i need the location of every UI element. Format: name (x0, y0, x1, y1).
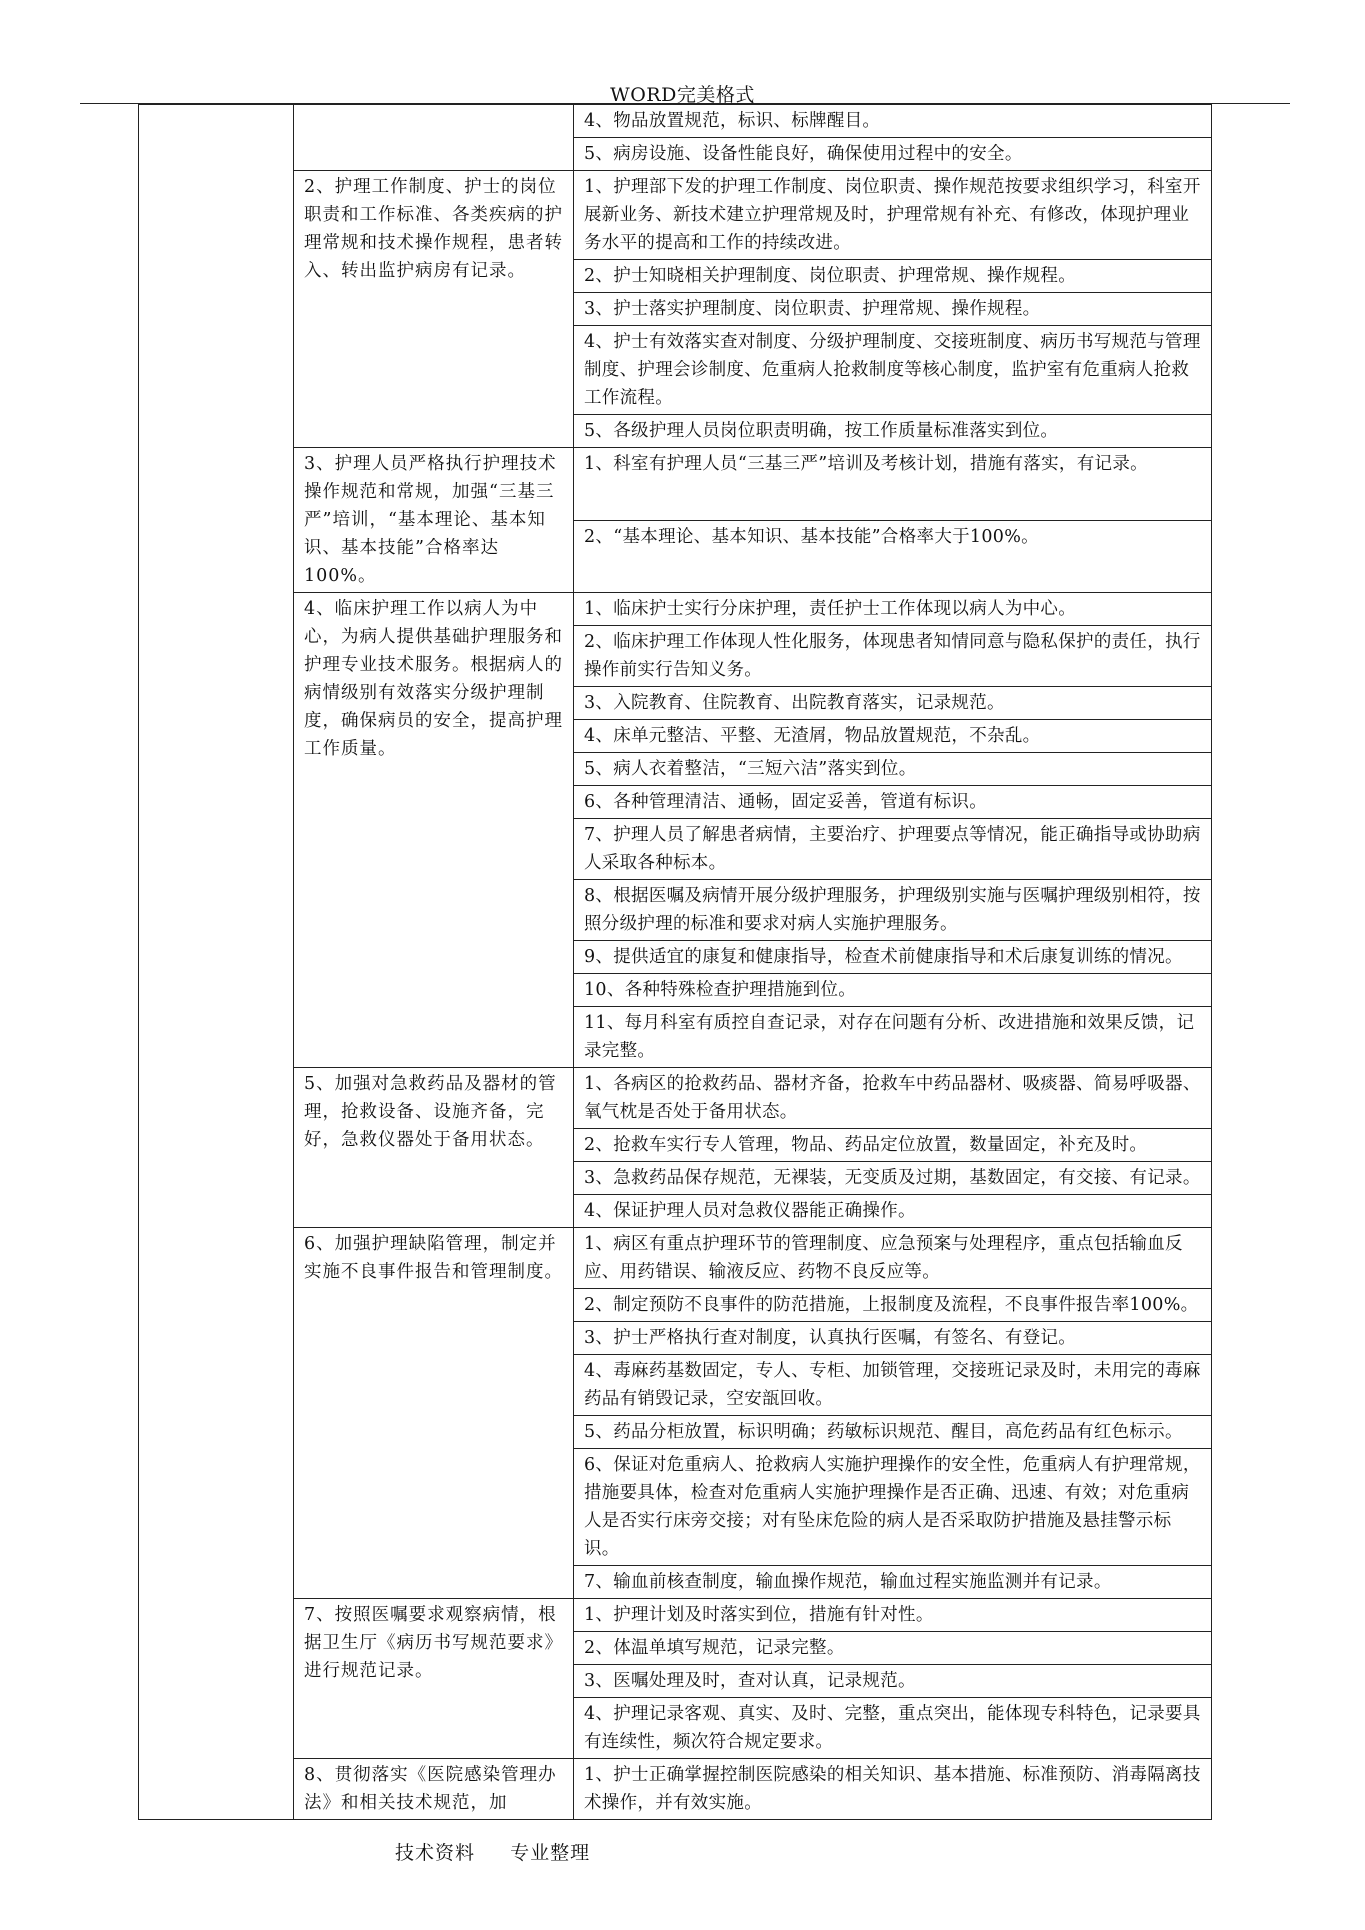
standard-cell: 4、护理记录客观、真实、及时、完整，重点突出，能体现专科特色，记录要具有连续性，频次符合规定要求。 (574, 1698, 1212, 1759)
standard-cell: 1、护理计划及时落实到位，措施有针对性。 (574, 1599, 1212, 1632)
standard-cell: 2、护士知晓相关护理制度、岗位职责、护理常规、操作规程。 (574, 260, 1212, 293)
standard-cell: 5、病房设施、设备性能良好，确保使用过程中的安全。 (574, 138, 1212, 171)
table-row (139, 593, 1212, 626)
category-cell (139, 105, 294, 1820)
standard-cell: 3、入院教育、住院教育、出院教育落实，记录规范。 (574, 687, 1212, 720)
table-row (139, 171, 1212, 260)
standard-cell: 3、护士落实护理制度、岗位职责、护理常规、操作规程。 (574, 293, 1212, 326)
requirement-cell: 7、按照医嘱要求观察病情，根据卫生厅《病历书写规范要求》进行规范记录。 (294, 1599, 574, 1759)
table-row (139, 1228, 1212, 1289)
standard-cell: 4、床单元整洁、平整、无渣屑，物品放置规范，不杂乱。 (574, 720, 1212, 753)
table-row (139, 1068, 1212, 1129)
standard-cell: 6、各种管理清洁、通畅，固定妥善，管道有标识。 (574, 786, 1212, 819)
requirement-cell: 2、护理工作制度、护士的岗位职责和工作标准、各类疾病的护理常规和技术操作规程，患者转入、转出监护病房有记录。 (294, 171, 574, 448)
requirement-cell (294, 105, 574, 171)
standard-cell: 1、科室有护理人员“三基三严”培训及考核计划，措施有落实，有记录。 (574, 448, 1212, 521)
standard-cell: 1、护理部下发的护理工作制度、岗位职责、操作规范按要求组织学习，科室开展新业务、新技术建立护理常规及时，护理常规有补充、有修改，体现护理业务水平的提高和工作的持续改进。 (574, 171, 1212, 260)
standard-cell: 2、“基本理论、基本知识、基本技能”合格率大于100%。 (574, 520, 1212, 593)
requirement-cell: 3、护理人员严格执行护理技术操作规范和常规，加强“三基三严”培训，“基本理论、基本知识、基本技能”合格率达100%。 (294, 448, 574, 593)
standard-cell: 2、制定预防不良事件的防范措施，上报制度及流程，不良事件报告率100%。 (574, 1289, 1212, 1322)
standard-cell: 3、急救药品保存规范，无裸装，无变质及过期，基数固定，有交接、有记录。 (574, 1162, 1212, 1195)
standard-cell: 2、体温单填写规范，记录完整。 (574, 1632, 1212, 1665)
standard-cell: 3、医嘱处理及时，查对认真，记录规范。 (574, 1665, 1212, 1698)
table-row (139, 1599, 1212, 1632)
requirement-cell: 5、加强对急救药品及器材的管理，抢救设备、设施齐备，完好，急救仪器处于备用状态。 (294, 1068, 574, 1228)
footer-right-text: 专业整理 (510, 1842, 591, 1864)
standard-cell: 1、临床护士实行分床护理，责任护士工作体现以病人为中心。 (574, 593, 1212, 626)
standards-table (138, 104, 1212, 1820)
standard-cell: 1、病区有重点护理环节的管理制度、应急预案与处理程序，重点包括输血反应、用药错误、输液反应、药物不良反应等。 (574, 1228, 1212, 1289)
standard-cell: 9、提供适宜的康复和健康指导，检查术前健康指导和术后康复训练的情况。 (574, 941, 1212, 974)
standard-cell: 5、药品分柜放置，标识明确；药敏标识规范、醒目，高危药品有红色标示。 (574, 1416, 1212, 1449)
standard-cell: 4、物品放置规范，标识、标牌醒目。 (574, 105, 1212, 138)
requirement-cell: 8、贯彻落实《医院感染管理办法》和相关技术规范，加 (294, 1759, 574, 1820)
standard-cell: 4、保证护理人员对急救仪器能正确操作。 (574, 1195, 1212, 1228)
standard-cell: 11、每月科室有质控自查记录，对存在问题有分析、改进措施和效果反馈，记录完整。 (574, 1007, 1212, 1068)
standard-cell: 5、各级护理人员岗位职责明确，按工作质量标准落实到位。 (574, 415, 1212, 448)
standard-cell: 2、临床护理工作体现人性化服务，体现患者知情同意与隐私保护的责任，执行操作前实行告知义务。 (574, 626, 1212, 687)
standard-cell: 4、护士有效落实查对制度、分级护理制度、交接班制度、病历书写规范与管理制度、护理会诊制度、危重病人抢救制度等核心制度，监护室有危重病人抢救工作流程。 (574, 326, 1212, 415)
standard-cell: 7、输血前核查制度，输血操作规范，输血过程实施监测并有记录。 (574, 1566, 1212, 1599)
table-row (139, 105, 1212, 138)
standard-cell: 3、护士严格执行查对制度，认真执行医嘱，有签名、有登记。 (574, 1322, 1212, 1355)
table-row (139, 448, 1212, 521)
standard-cell: 1、护士正确掌握控制医院感染的相关知识、基本措施、标准预防、消毒隔离技术操作，并有效实施。 (574, 1759, 1212, 1820)
page-footer (395, 1838, 618, 1865)
standard-cell: 4、毒麻药基数固定，专人、专柜、加锁管理，交接班记录及时，未用完的毒麻药品有销毁记录，空安瓿回收。 (574, 1355, 1212, 1416)
standard-cell: 2、抢救车实行专人管理，物品、药品定位放置，数量固定，补充及时。 (574, 1129, 1212, 1162)
requirement-cell: 6、加强护理缺陷管理，制定并实施不良事件报告和管理制度。 (294, 1228, 574, 1599)
footer-left-text: 技术资料 (395, 1842, 476, 1864)
table-row (139, 1759, 1212, 1820)
page-header-title: WORD完美格式 (610, 84, 755, 106)
requirement-cell: 4、临床护理工作以病人为中心，为病人提供基础护理服务和护理专业技术服务。根据病人的病情级别有效落实分级护理制度，确保病员的安全，提高护理工作质量。 (294, 593, 574, 1068)
standard-cell: 7、护理人员了解患者病情，主要治疗、护理要点等情况，能正确指导或协助病人采取各种标本。 (574, 819, 1212, 880)
standard-cell: 5、病人衣着整洁，“三短六洁”落实到位。 (574, 753, 1212, 786)
standard-cell: 8、根据医嘱及病情开展分级护理服务，护理级别实施与医嘱护理级别相符，按照分级护理的标准和要求对病人实施护理服务。 (574, 880, 1212, 941)
standard-cell: 1、各病区的抢救药品、器材齐备，抢救车中药品器材、吸痰器、简易呼吸器、氧气枕是否处于备用状态。 (574, 1068, 1212, 1129)
standard-cell: 6、保证对危重病人、抢救病人实施护理操作的安全性，危重病人有护理常规，措施要具体，检查对危重病人实施护理操作是否正确、迅速、有效；对危重病人是否实行床旁交接；对有坠床危险的病人是否采取防护措施及悬挂警示标识。 (574, 1449, 1212, 1566)
standard-cell: 10、各种特殊检查护理措施到位。 (574, 974, 1212, 1007)
